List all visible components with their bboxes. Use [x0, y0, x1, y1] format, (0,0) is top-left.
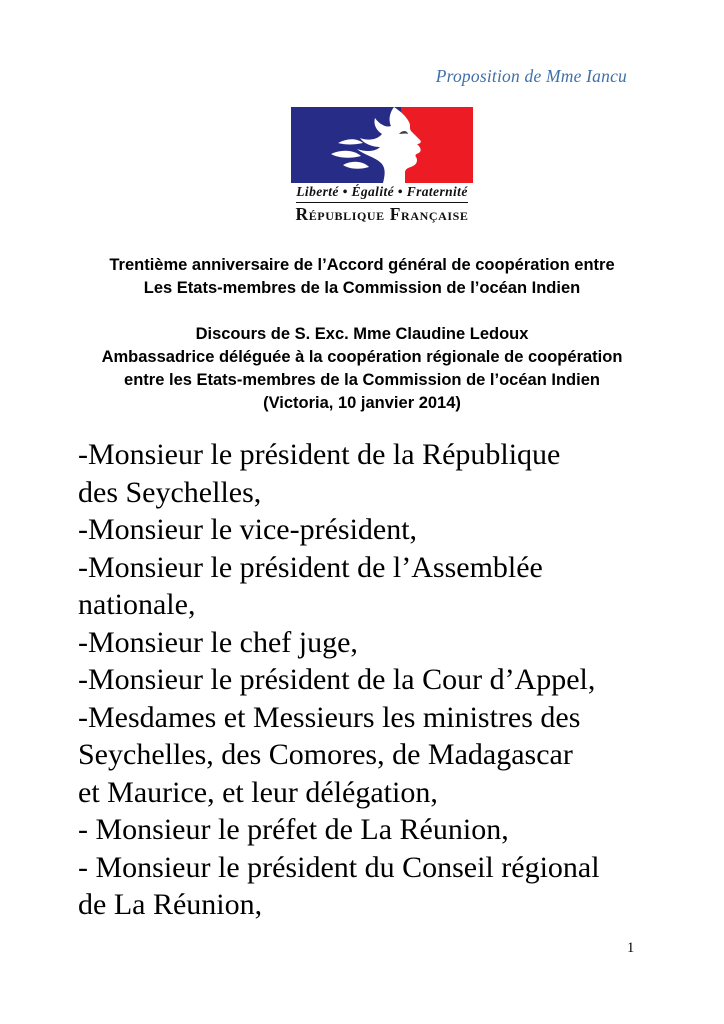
speech-line: -Monsieur le président de l’Assemblée — [78, 550, 543, 584]
speech-line: des Seychelles, — [78, 475, 262, 509]
subtitle-line-1: Discours de S. Exc. Mme Claudine Ledoux — [195, 325, 529, 343]
document-subtitle — [40, 323, 684, 415]
logo-motto: Liberté • Égalité • Fraternité — [296, 184, 467, 203]
speech-line: -Mesdames et Messieurs les ministres des — [78, 700, 581, 734]
title-line-1: Trentième anniversaire de l’Accord général de coopération entre — [109, 256, 615, 274]
subtitle-line-4: (Victoria, 10 janvier 2014) — [263, 394, 461, 412]
document-title — [40, 254, 684, 300]
logo-republic-name: République Française — [295, 204, 469, 224]
subtitle-line-2: Ambassadrice déléguée à la coopération régionale de coopération — [101, 348, 623, 366]
page-number: 1 — [627, 940, 635, 956]
proposition-annotation: Proposition de Mme Iancu — [435, 66, 627, 86]
marianne-flag-icon — [291, 107, 473, 183]
speech-line: et Maurice, et leur délégation, — [78, 775, 438, 809]
subtitle-line-3: entre les Etats-membres de la Commission de l’océan Indien — [124, 371, 600, 389]
title-line-2: Les Etats-membres de la Commission de l’océan Indien — [143, 279, 581, 297]
speech-line: nationale, — [78, 588, 196, 621]
speech-line: - Monsieur le préfet de La Réunion, — [78, 813, 509, 846]
speech-line: - Monsieur le président du Conseil régional — [78, 850, 600, 884]
speech-line: -Monsieur le vice-président, — [78, 513, 418, 546]
speech-line: -Monsieur le président de la Cour d’Appel, — [78, 663, 596, 696]
republique-francaise-logo — [284, 107, 480, 225]
speech-salutations — [78, 436, 658, 924]
speech-line: -Monsieur le président de la République — [78, 438, 561, 471]
speech-line: -Monsieur le chef juge, — [78, 625, 358, 659]
speech-line: Seychelles, des Comores, de Madagascar — [78, 738, 573, 771]
speech-line: de La Réunion, — [78, 888, 263, 921]
